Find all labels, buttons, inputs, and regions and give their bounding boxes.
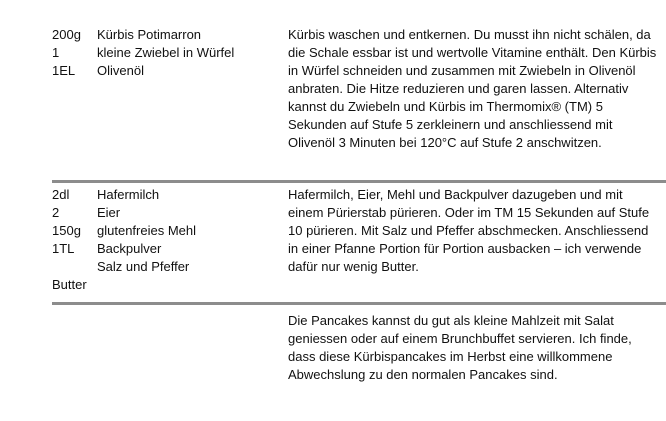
ingredient-name: Salz und Pfeffer (97, 259, 190, 274)
ingredient-row (52, 44, 272, 62)
instruction-text (288, 312, 658, 384)
ingredient-name: Hafermilch (97, 187, 160, 202)
ingredient-row (52, 222, 272, 240)
instruction-paragraph: Kürbis waschen und entkernen. Du musst ihn nicht schälen, da die Schale essbar ist und wertvolle Vitamine enthält. Den Kürbis in Würfel schneiden und zusammen mit Zwiebeln in Olivenöl anbraten. Die Hitze reduzieren und garen lassen. Alternativ kannst du Zwiebeln und Kürbis im Thermomix® (TM) 5 Sekunden auf Stufe 5 zerkleinern und anschliessend mit Olivenöl 3 Minuten bei 120°C auf Stufe 2 anschwitzen. (288, 27, 657, 150)
ingredient-quantity: 150g (52, 223, 81, 238)
ingredient-quantity: 2 (52, 205, 60, 220)
ingredient-name: Kürbis Potimarron (97, 27, 202, 42)
instruction-text (288, 26, 658, 152)
section-divider (52, 302, 666, 305)
ingredient-quantity: 200g (52, 27, 81, 42)
ingredient-list (52, 26, 272, 80)
ingredient-list (52, 186, 272, 294)
ingredient-quantity: Butter (52, 277, 87, 292)
ingredient-quantity: 1EL (52, 63, 76, 78)
section-divider (52, 180, 666, 183)
ingredient-row (52, 240, 272, 258)
instruction-paragraph: Die Pancakes kannst du gut als kleine Mahlzeit mit Salat geniessen oder auf einem Brunchbuffet servieren. Ich finde, dass diese Kürbispancakes im Herbst eine willkommene Abwechslung zu den normalen Pancakes sind. (288, 313, 632, 382)
ingredient-row (52, 62, 272, 80)
instruction-text (288, 186, 658, 276)
ingredient-name: Backpulver (97, 241, 162, 256)
ingredient-name: Eier (97, 205, 121, 220)
instruction-paragraph: Hafermilch, Eier, Mehl und Backpulver dazugeben und mit einem Pürierstab pürieren. Oder im TM 15 Sekunden auf Stufe 10 pürieren. Mit Salz und Pfeffer abschmecken. Anschliessend in einer Pfanne Portion für Portion ausbacken – ich verwende dafür nur wenig Butter. (288, 187, 650, 274)
ingredient-name: kleine Zwiebel in Würfel (97, 45, 235, 60)
ingredient-name: Olivenöl (97, 63, 144, 78)
ingredient-row (52, 26, 272, 44)
ingredient-quantity: 1 (52, 45, 60, 60)
ingredient-quantity: 2dl (52, 187, 70, 202)
ingredient-row (52, 276, 272, 294)
ingredient-row (52, 258, 272, 276)
ingredient-name: glutenfreies Mehl (97, 223, 196, 238)
ingredient-row (52, 204, 272, 222)
ingredient-row (52, 186, 272, 204)
ingredient-quantity: 1TL (52, 241, 75, 256)
